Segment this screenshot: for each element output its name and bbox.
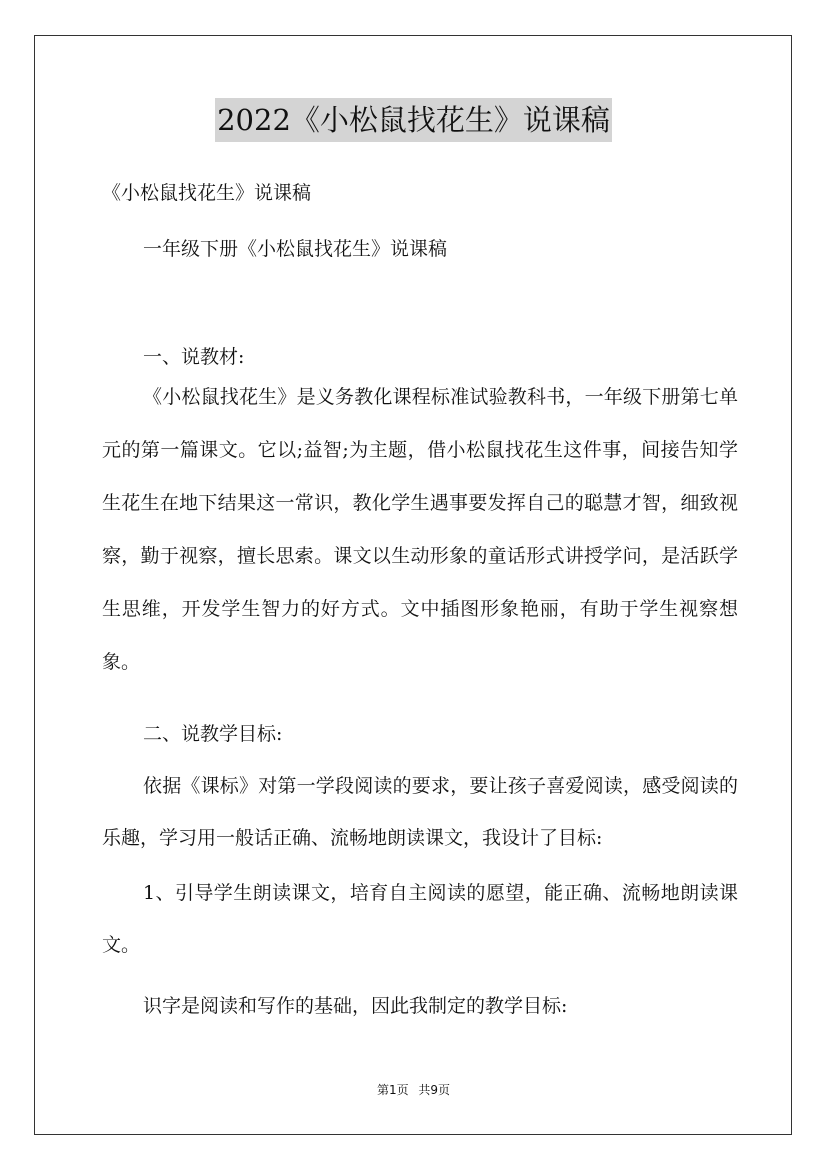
document-title: 2022《小松鼠找花生》说课稿 bbox=[215, 98, 612, 142]
paragraph-goal-one: 1、引导学生朗读课文，培育自主阅读的愿望，能正确、流畅地朗读课文。 bbox=[102, 882, 738, 956]
page-total: 共9页 bbox=[418, 1083, 451, 1097]
paragraph-literacy-goal: 识字是阅读和写作的基础，因此我制定的教学目标: bbox=[143, 995, 568, 1017]
subtitle-line: 《小松鼠找花生》说课稿 bbox=[102, 182, 312, 204]
grade-line: 一年级下册《小松鼠找花生》说课稿 bbox=[143, 238, 448, 260]
paragraph-textbook-description: 《小松鼠找花生》是义务教化课程标准试验教科书，一年级下册第七单元的第一篇课文。它以;益智;为主题，借小松鼠找花生这件事，间接告知学生花生在地下结果这一常识，教化学生遇事要发挥自己的聪慧才智，细致视察，勤于视察，擅长思索。课文以生动形象的童话形式讲授学问，是活跃学生思维，开发学生智力的好方式。文中插图形象艳丽，有助于学生视察想象。 bbox=[102, 386, 738, 673]
page-footer bbox=[0, 1082, 827, 1098]
page-number: 第1页 bbox=[376, 1083, 409, 1097]
section-heading-textbook: 一、说教材: bbox=[143, 346, 245, 368]
title-container bbox=[0, 98, 827, 142]
section-heading-goals: 二、说教学目标: bbox=[143, 723, 283, 745]
paragraph-curriculum-basis: 依据《课标》对第一学段阅读的要求，要让孩子喜爱阅读，感受阅读的乐趣，学习用一般话正确、流畅地朗读课文，我设计了目标: bbox=[102, 775, 738, 849]
